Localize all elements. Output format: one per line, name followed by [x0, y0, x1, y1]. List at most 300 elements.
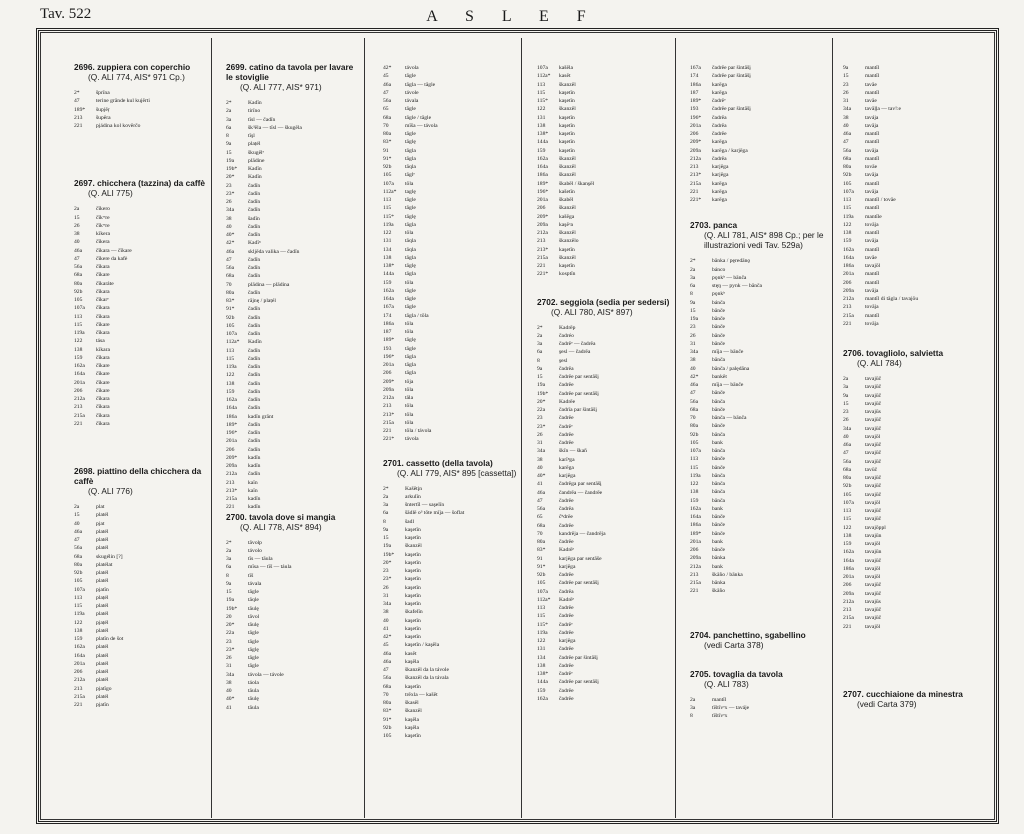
point-code: 113 — [843, 197, 852, 203]
point-code: 196* — [537, 188, 549, 195]
entry-name: tovaglia da tavola — [713, 668, 783, 679]
point-code: 164a — [226, 405, 237, 412]
point-code: 15 — [226, 149, 232, 156]
point-code: 105 — [843, 491, 852, 498]
list-item — [843, 565, 963, 573]
point-code: 42* — [226, 240, 235, 247]
point-code: 91* — [226, 306, 235, 313]
point-code: 221 — [74, 702, 83, 708]
point-code: 9a — [226, 141, 232, 148]
point-code: 115 — [690, 464, 699, 471]
point-code: 213 — [843, 304, 852, 311]
point-code: 23 — [383, 568, 389, 574]
list-item — [537, 348, 671, 356]
point-code: 22a — [226, 630, 235, 637]
dialect-form: platél — [96, 652, 109, 659]
point-code: 15 — [690, 307, 696, 314]
list-item — [383, 559, 517, 567]
dialect-form: tāgla — tāgle — [405, 81, 436, 88]
dialect-form: Kadīn — [248, 174, 262, 181]
point-code: 68a — [383, 683, 392, 690]
point-code: 6a — [537, 349, 543, 356]
list-item — [226, 239, 361, 247]
point-code: 206 — [74, 387, 83, 394]
dialect-form: bānče — [712, 316, 726, 322]
list-item — [74, 403, 206, 411]
point-code: 221 — [383, 428, 392, 434]
dialect-form: tavāja — [865, 122, 879, 129]
entry-block — [537, 64, 671, 279]
entry-source: (Q. ALI 784) — [857, 358, 902, 368]
dialect-form: mantīl / tovāe — [865, 197, 896, 203]
dialect-form: mantīl — [865, 180, 880, 187]
dialect-form: čadrēe — [559, 629, 574, 636]
point-code: 115 — [537, 613, 546, 620]
dialect-form: távala — [405, 98, 419, 104]
point-code: 209a — [843, 287, 854, 294]
list-item — [226, 297, 361, 305]
list-item — [226, 215, 361, 223]
point-code: 40 — [74, 520, 80, 527]
dialect-form: tōla — [405, 320, 414, 327]
list-item — [843, 474, 963, 482]
list-item — [537, 81, 671, 89]
list-item — [843, 254, 963, 262]
point-code: 115* — [537, 98, 548, 104]
point-code: 174 — [690, 73, 699, 80]
list-item — [226, 322, 361, 330]
entry-block — [383, 64, 517, 444]
dialect-form: kaşetīn — [405, 568, 421, 574]
dialect-form: kaşēla — [405, 724, 419, 731]
point-code: 47 — [383, 667, 389, 673]
dialect-form: tavajūč — [865, 491, 882, 498]
dialect-form: tīštīvᵉx — taváje — [712, 704, 750, 711]
point-code: 122 — [537, 106, 546, 113]
point-code: 3a — [843, 384, 849, 391]
list-item — [74, 528, 206, 536]
list-item — [843, 548, 963, 556]
point-code: 3a — [537, 341, 543, 347]
point-code: 91* — [537, 563, 546, 570]
point-code: 26 — [226, 199, 232, 205]
point-code: 83* — [537, 547, 546, 554]
point-code: 9a — [690, 299, 696, 306]
dialect-form: platīn de šot — [96, 636, 124, 642]
point-code: 40* — [537, 473, 546, 479]
dialect-form: tavajūč — [865, 582, 882, 589]
point-code: 38 — [74, 231, 80, 237]
dialect-form: kaşēla — [405, 716, 419, 723]
point-code: 2* — [383, 485, 389, 492]
dialect-form: škīn — škaň — [559, 448, 587, 455]
dialect-form: tavajūč — [865, 483, 882, 490]
dialect-form: škanzēl — [559, 205, 576, 212]
point-code: 206 — [690, 131, 699, 137]
point-code: 206 — [74, 669, 83, 675]
dialect-form: čadrēe — [559, 497, 574, 504]
list-item — [843, 557, 963, 565]
column-6 — [843, 64, 963, 716]
list-item — [690, 431, 828, 439]
point-code: 47 — [226, 256, 232, 263]
list-item — [843, 171, 963, 179]
list-item — [226, 479, 361, 487]
dialect-form: platél — [96, 669, 109, 675]
point-code: 159 — [74, 636, 83, 642]
list-item — [537, 439, 671, 447]
list-item — [537, 522, 671, 530]
dialect-form: škanzēl — [559, 172, 576, 179]
list-item — [226, 462, 361, 470]
list-item — [843, 458, 963, 466]
point-code: 213* — [226, 487, 238, 494]
dialect-form: bānča — [712, 431, 726, 438]
list-item — [74, 362, 206, 370]
entry-name: panchettino, sgabellino — [713, 629, 806, 640]
list-item — [226, 671, 361, 679]
spacer — [843, 709, 963, 716]
point-code: 2a — [383, 493, 389, 500]
spacer — [537, 317, 671, 324]
dialect-form: kašēla — [559, 65, 573, 71]
dialect-form: tavajōl — [865, 499, 881, 506]
point-code: 80a — [537, 539, 546, 545]
list-item — [537, 637, 671, 645]
list-item — [843, 270, 963, 278]
list-item — [843, 573, 963, 581]
spacer — [690, 250, 828, 257]
list-item — [226, 470, 361, 478]
entry-heading — [690, 220, 828, 230]
dialect-form: karjēga — [559, 638, 576, 644]
point-code: 212a — [537, 230, 548, 236]
point-code: 201a — [690, 538, 701, 545]
dialect-form: čadrēᵉ — čadrēa — [559, 341, 596, 347]
dialect-form: tavāja — [865, 287, 879, 294]
entry-name: chicchera (tazzina) da caffè — [97, 178, 205, 189]
dialect-form: čadrēa — [559, 365, 574, 372]
point-code: 40 — [226, 223, 232, 230]
dialect-form: karjēga par sentāše — [559, 555, 602, 562]
list-item — [383, 592, 517, 600]
point-code: 47 — [843, 139, 849, 146]
entry-source: (Q. ALI 779, AIS* 895 [cassetta]) — [397, 467, 517, 478]
point-code: 6a — [383, 510, 389, 517]
dialect-form: tōla — [405, 411, 414, 418]
dialect-form: tavāja — [865, 188, 879, 195]
point-code: 215a — [226, 496, 237, 502]
entry-number: 2697. — [74, 178, 95, 189]
list-item — [383, 526, 517, 534]
point-code: 131 — [383, 238, 392, 245]
list-item — [843, 392, 963, 400]
dialect-form: platél — [96, 537, 109, 543]
entry-heading — [74, 178, 206, 188]
point-code: 209a — [690, 147, 701, 154]
point-code: 122 — [690, 481, 699, 487]
plate-number: Tav. 522 — [40, 6, 92, 22]
list-item — [537, 340, 671, 348]
point-code: 221 — [537, 263, 546, 269]
entry-source: (Q. ALI 783) — [704, 678, 749, 689]
entry-block — [74, 62, 206, 130]
list-item — [383, 724, 517, 732]
list-item — [383, 600, 517, 608]
dialect-form: kosptīn — [559, 271, 576, 278]
list-item — [383, 699, 517, 707]
point-code: 92b — [383, 164, 392, 170]
point-code: 209a — [537, 221, 548, 228]
list-item — [226, 182, 361, 190]
dialect-form: platél — [96, 693, 109, 700]
list-item — [74, 693, 206, 701]
point-code: 40* — [226, 232, 235, 238]
point-code: 215a — [74, 412, 85, 419]
dialect-form: távala — [248, 580, 262, 587]
list-item — [690, 307, 828, 315]
dialect-form: karēga — [712, 139, 727, 146]
list-item — [226, 140, 361, 148]
point-code: 221 — [690, 588, 699, 595]
list-item — [383, 716, 517, 724]
list-item — [383, 534, 517, 542]
list-item — [383, 254, 517, 262]
point-code: 26 — [690, 332, 696, 339]
point-code: 92b — [383, 724, 392, 731]
dialect-form: tāgle — [405, 296, 416, 302]
entry-heading — [537, 297, 671, 307]
point-code: 164a — [383, 296, 394, 302]
point-code: 80a — [843, 475, 852, 481]
dialect-form: tavāe — [865, 254, 877, 261]
point-code: 138 — [226, 380, 235, 387]
dialect-form: rājnę / plaṭél — [248, 298, 276, 304]
list-item — [74, 271, 206, 279]
entry-name: tovagliolo, salvietta — [866, 348, 944, 358]
dialect-form: tavajūč — [865, 442, 882, 448]
dialect-form: kasēt — [405, 650, 417, 657]
list-item — [690, 196, 828, 204]
list-item — [690, 89, 828, 97]
dialect-form: čadīn — [248, 405, 261, 412]
list-item — [74, 503, 206, 511]
point-code: 20 — [226, 613, 232, 620]
list-item — [383, 666, 517, 674]
point-code: 138 — [843, 532, 852, 539]
point-code: 56a — [843, 458, 852, 465]
dialect-form: čīkera — [96, 239, 110, 246]
point-code: 65 — [383, 106, 389, 113]
list-item — [226, 429, 361, 437]
list-item — [537, 221, 671, 229]
dialect-form: platél — [96, 570, 109, 576]
list-item — [226, 116, 361, 124]
dialect-form: tāgla — [405, 155, 416, 162]
point-code: 209* — [226, 454, 238, 461]
dialect-form: škanzēl — [405, 543, 422, 550]
point-code: 162a — [690, 505, 701, 512]
dialect-form: čadīn — [248, 355, 261, 362]
point-code: 3a — [690, 704, 696, 711]
list-item — [226, 563, 361, 571]
list-item — [226, 654, 361, 662]
dialect-form: tōja — [405, 378, 414, 385]
entry-block — [843, 348, 963, 631]
list-item — [383, 196, 517, 204]
dialect-form: čadīn — [248, 471, 261, 478]
point-code: 26 — [843, 89, 849, 96]
dialect-form: tāgle — [405, 205, 416, 212]
list-item — [383, 204, 517, 212]
dialect-form: tāgle — [405, 345, 416, 352]
dialect-form: čīkara — [96, 412, 110, 419]
point-code: 56a — [690, 398, 699, 405]
list-item — [226, 248, 361, 256]
list-item — [690, 389, 828, 397]
dialect-form: kašetīn — [559, 188, 575, 195]
list-item — [690, 563, 828, 571]
entry-block — [690, 630, 828, 657]
list-item — [226, 679, 361, 687]
list-item — [537, 365, 671, 373]
list-item — [383, 295, 517, 303]
dialect-form: platél — [96, 545, 109, 552]
list-item — [690, 163, 828, 171]
list-item — [843, 89, 963, 97]
column-divider — [521, 38, 522, 818]
list-item — [383, 641, 517, 649]
dialect-form: bánco — [712, 266, 726, 273]
point-code: 3a — [226, 116, 232, 123]
dialect-form: čadrēe — [559, 646, 574, 653]
dialect-form: tavajūs — [865, 598, 881, 605]
list-item — [383, 262, 517, 270]
list-item — [383, 345, 517, 353]
point-code: 138 — [537, 662, 546, 669]
dialect-form: tavajūč — [865, 607, 882, 613]
dialect-form: čīkere da kafè — [96, 255, 128, 262]
list-item — [843, 105, 963, 113]
dialect-form: tāgle — [405, 106, 416, 113]
dialect-form: čadrēa — [712, 122, 727, 129]
dialect-form: távola — távole — [248, 671, 284, 678]
point-code: 8 — [226, 133, 229, 139]
dialect-form: čadīn — [248, 372, 261, 379]
point-code: 206 — [226, 446, 235, 453]
list-item — [843, 262, 963, 270]
point-code: 189* — [537, 180, 549, 187]
list-item — [383, 237, 517, 245]
dialect-form: tīşl — [248, 133, 255, 139]
list-item — [690, 464, 828, 472]
list-item — [74, 114, 206, 122]
point-code: 144a — [537, 139, 548, 146]
point-code: 112a* — [383, 188, 397, 195]
list-item — [537, 423, 671, 431]
point-code: 162a — [843, 549, 854, 556]
dialect-form: čadrēa — [559, 588, 574, 595]
point-code: 196* — [226, 430, 238, 436]
list-item — [690, 439, 828, 447]
dialect-form: šādlē o³ tōte mīja — šoflat — [405, 510, 465, 517]
list-item — [226, 380, 361, 388]
dialect-form: trēxla — kašēt — [405, 691, 438, 698]
dialect-form: škanzēl — [559, 254, 576, 261]
point-code: 122 — [74, 338, 83, 345]
point-code: 8 — [537, 357, 540, 364]
dialect-form: kandrēja — čandrēja — [559, 530, 606, 537]
point-code: 40 — [843, 433, 849, 440]
dialect-form: čadrēe — [712, 131, 727, 137]
list-item — [690, 114, 828, 122]
dialect-form: távolo — [248, 547, 262, 554]
list-item — [383, 81, 517, 89]
dialect-form: platél — [96, 578, 109, 585]
list-item — [843, 499, 963, 507]
point-code: 138 — [383, 254, 392, 261]
list-item — [690, 122, 828, 130]
dialect-form: kaşetīn — [559, 263, 575, 269]
list-item — [537, 270, 671, 278]
point-code: 113 — [74, 313, 83, 320]
dialect-form: bānče — [712, 340, 726, 347]
point-code: 56a — [383, 98, 392, 104]
dialect-form: Kadrēᵉ — [559, 547, 575, 554]
list-item — [383, 402, 517, 410]
point-code: 115 — [74, 603, 83, 609]
list-item — [226, 704, 361, 712]
list-item — [537, 456, 671, 464]
point-code: 38 — [226, 679, 232, 686]
point-code: 107a — [74, 586, 85, 593]
list-item — [843, 416, 963, 424]
entry-number: 2706. — [843, 348, 864, 358]
point-code: 68a — [843, 466, 852, 473]
dialect-form: kaşetīn — [559, 114, 575, 121]
list-item — [383, 287, 517, 295]
column-divider — [211, 38, 212, 818]
point-code: 91* — [383, 155, 392, 162]
point-code: 105 — [383, 733, 392, 739]
point-code: 31 — [690, 340, 696, 347]
point-code: 31 — [843, 98, 849, 104]
list-item — [226, 539, 361, 547]
list-item — [226, 165, 361, 173]
dialect-form: tāgle — [248, 589, 259, 595]
point-code: 164a — [74, 371, 85, 378]
list-item — [74, 536, 206, 544]
point-code: 46a — [843, 131, 852, 137]
point-code: 201a — [690, 122, 701, 129]
point-code: 91 — [537, 555, 543, 562]
point-code: 70 — [537, 530, 543, 537]
point-code: 138 — [537, 122, 546, 129]
entry-number: 2699. — [226, 62, 247, 72]
dialect-form: bānča — bānča — [712, 415, 747, 421]
list-item — [74, 569, 206, 577]
list-item — [383, 485, 517, 493]
point-code: 167a — [690, 65, 701, 71]
dialect-form: bānča — [712, 472, 726, 479]
point-code: 159 — [74, 354, 83, 361]
point-code: 3a — [383, 502, 389, 508]
spacer — [690, 650, 828, 657]
point-code: 213 — [537, 238, 546, 245]
dialect-form: tovāja — [865, 221, 879, 228]
list-item — [843, 425, 963, 433]
list-item — [537, 188, 671, 196]
